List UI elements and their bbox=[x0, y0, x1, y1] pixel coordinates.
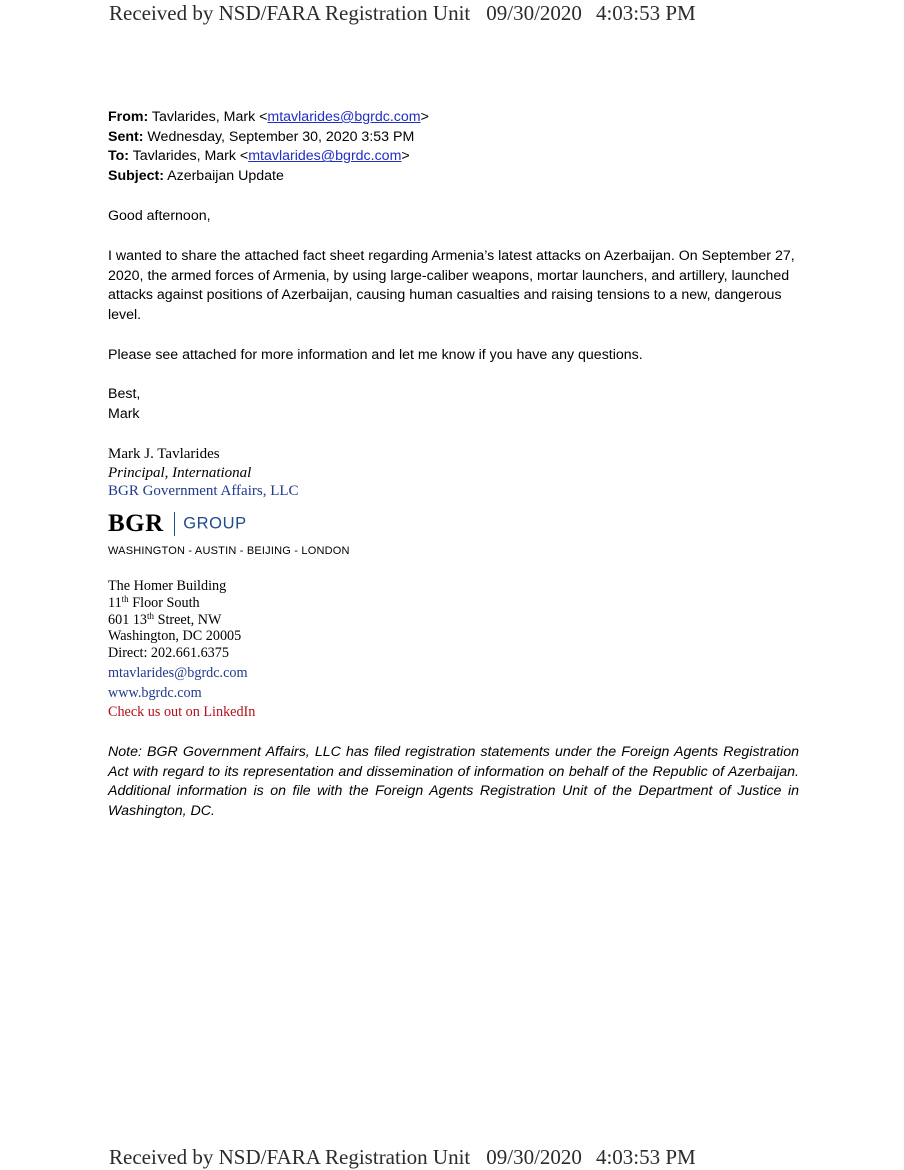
from-email-link[interactable]: mtavlarides@bgrdc.com bbox=[267, 109, 421, 125]
address-floor bbox=[108, 595, 241, 612]
linkedin-link[interactable]: Check us out on LinkedIn bbox=[108, 704, 256, 721]
floor-number: 11 bbox=[108, 594, 122, 611]
floor-suffix: th bbox=[121, 593, 129, 604]
signoff-name: Mark bbox=[108, 405, 140, 422]
street-number: 601 13 bbox=[108, 611, 148, 628]
subject-label: Subject: bbox=[108, 168, 164, 185]
sent-line bbox=[108, 128, 808, 148]
from-label: From: bbox=[108, 109, 149, 125]
direct-phone: Direct: 202.661.6375 bbox=[108, 645, 229, 662]
fara-stamp-top bbox=[109, 1, 696, 26]
from-name: Tavlarides, Mark < bbox=[151, 109, 268, 125]
subject-line bbox=[108, 167, 808, 187]
website-link[interactable]: www.bgrdc.com bbox=[108, 684, 202, 701]
stamp-time: 4:03:53 PM bbox=[595, 1, 696, 25]
greeting: Good afternoon, bbox=[108, 208, 211, 224]
fara-stamp-bottom bbox=[109, 1145, 696, 1170]
address-street bbox=[108, 612, 241, 629]
closing: Best, bbox=[108, 386, 141, 402]
signature-title: Principal, International bbox=[108, 464, 252, 481]
logo-group: GROUP bbox=[183, 514, 247, 533]
to-label: To: bbox=[108, 148, 130, 165]
stamp-date: 09/30/2020 bbox=[486, 1, 582, 25]
to-line bbox=[108, 147, 808, 167]
address-block bbox=[108, 578, 241, 662]
street-suffix: th bbox=[147, 610, 155, 621]
stamp-unit: Received by NSD/FARA Registration Unit bbox=[109, 1, 471, 25]
floor-rest: Floor South bbox=[128, 594, 200, 611]
logo-divider bbox=[174, 512, 176, 536]
to-name: Tavlarides, Mark < bbox=[132, 148, 249, 165]
logo-bgr: BGR bbox=[108, 510, 164, 537]
address-city: Washington, DC 20005 bbox=[108, 628, 242, 645]
stamp-unit: Received by NSD/FARA Registration Unit bbox=[109, 1145, 471, 1169]
contact-links bbox=[108, 664, 255, 723]
signature-email-link[interactable]: mtavlarides@bgrdc.com bbox=[108, 665, 248, 681]
stamp-time: 4:03:53 PM bbox=[595, 1145, 696, 1169]
subject-value: Azerbaijan Update bbox=[167, 168, 284, 185]
body-paragraph-1: I wanted to share the attached fact sheet regarding Armenia’s latest attacks on Azerbaijan. On September 27, 2020, the armed forces of Armenia, by using large-caliber weapons, mortar launchers, and artillery, launched attacks against positions of Azerbaijan, causing human casualties and raising tensions to a new, dangerous level. bbox=[108, 248, 795, 324]
signature-block bbox=[108, 445, 299, 501]
stamp-date: 09/30/2020 bbox=[486, 1145, 582, 1169]
from-line bbox=[108, 108, 808, 128]
to-email-link[interactable]: mtavlarides@bgrdc.com bbox=[248, 148, 402, 165]
signoff bbox=[108, 385, 808, 424]
body-paragraph-2: Please see attached for more information and let me know if you have any questions. bbox=[108, 347, 643, 363]
email-header bbox=[108, 108, 808, 187]
office-cities: WASHINGTON - AUSTIN - BEIJING - LONDON bbox=[108, 545, 350, 557]
signature-name: Mark J. Tavlarides bbox=[108, 446, 220, 462]
signature-company: BGR Government Affairs, LLC bbox=[108, 483, 299, 499]
from-close: > bbox=[420, 109, 429, 125]
address-building: The Homer Building bbox=[108, 578, 227, 594]
fara-disclaimer-note: Note: BGR Government Affairs, LLC has filed registration statements under the Foreign Agents Registration Act with regard to its representation and dissemination of information on behalf of the Republic of Azerbaijan. Additional information is on file with the Foreign Agents Registration Unit of the Department of Justice in Washington, DC. bbox=[108, 744, 799, 820]
bgr-group-logo bbox=[108, 510, 247, 540]
street-rest: Street, NW bbox=[154, 611, 222, 628]
to-close: > bbox=[401, 148, 410, 165]
sent-value: Wednesday, September 30, 2020 3:53 PM bbox=[147, 128, 415, 145]
sent-label: Sent: bbox=[108, 128, 144, 145]
